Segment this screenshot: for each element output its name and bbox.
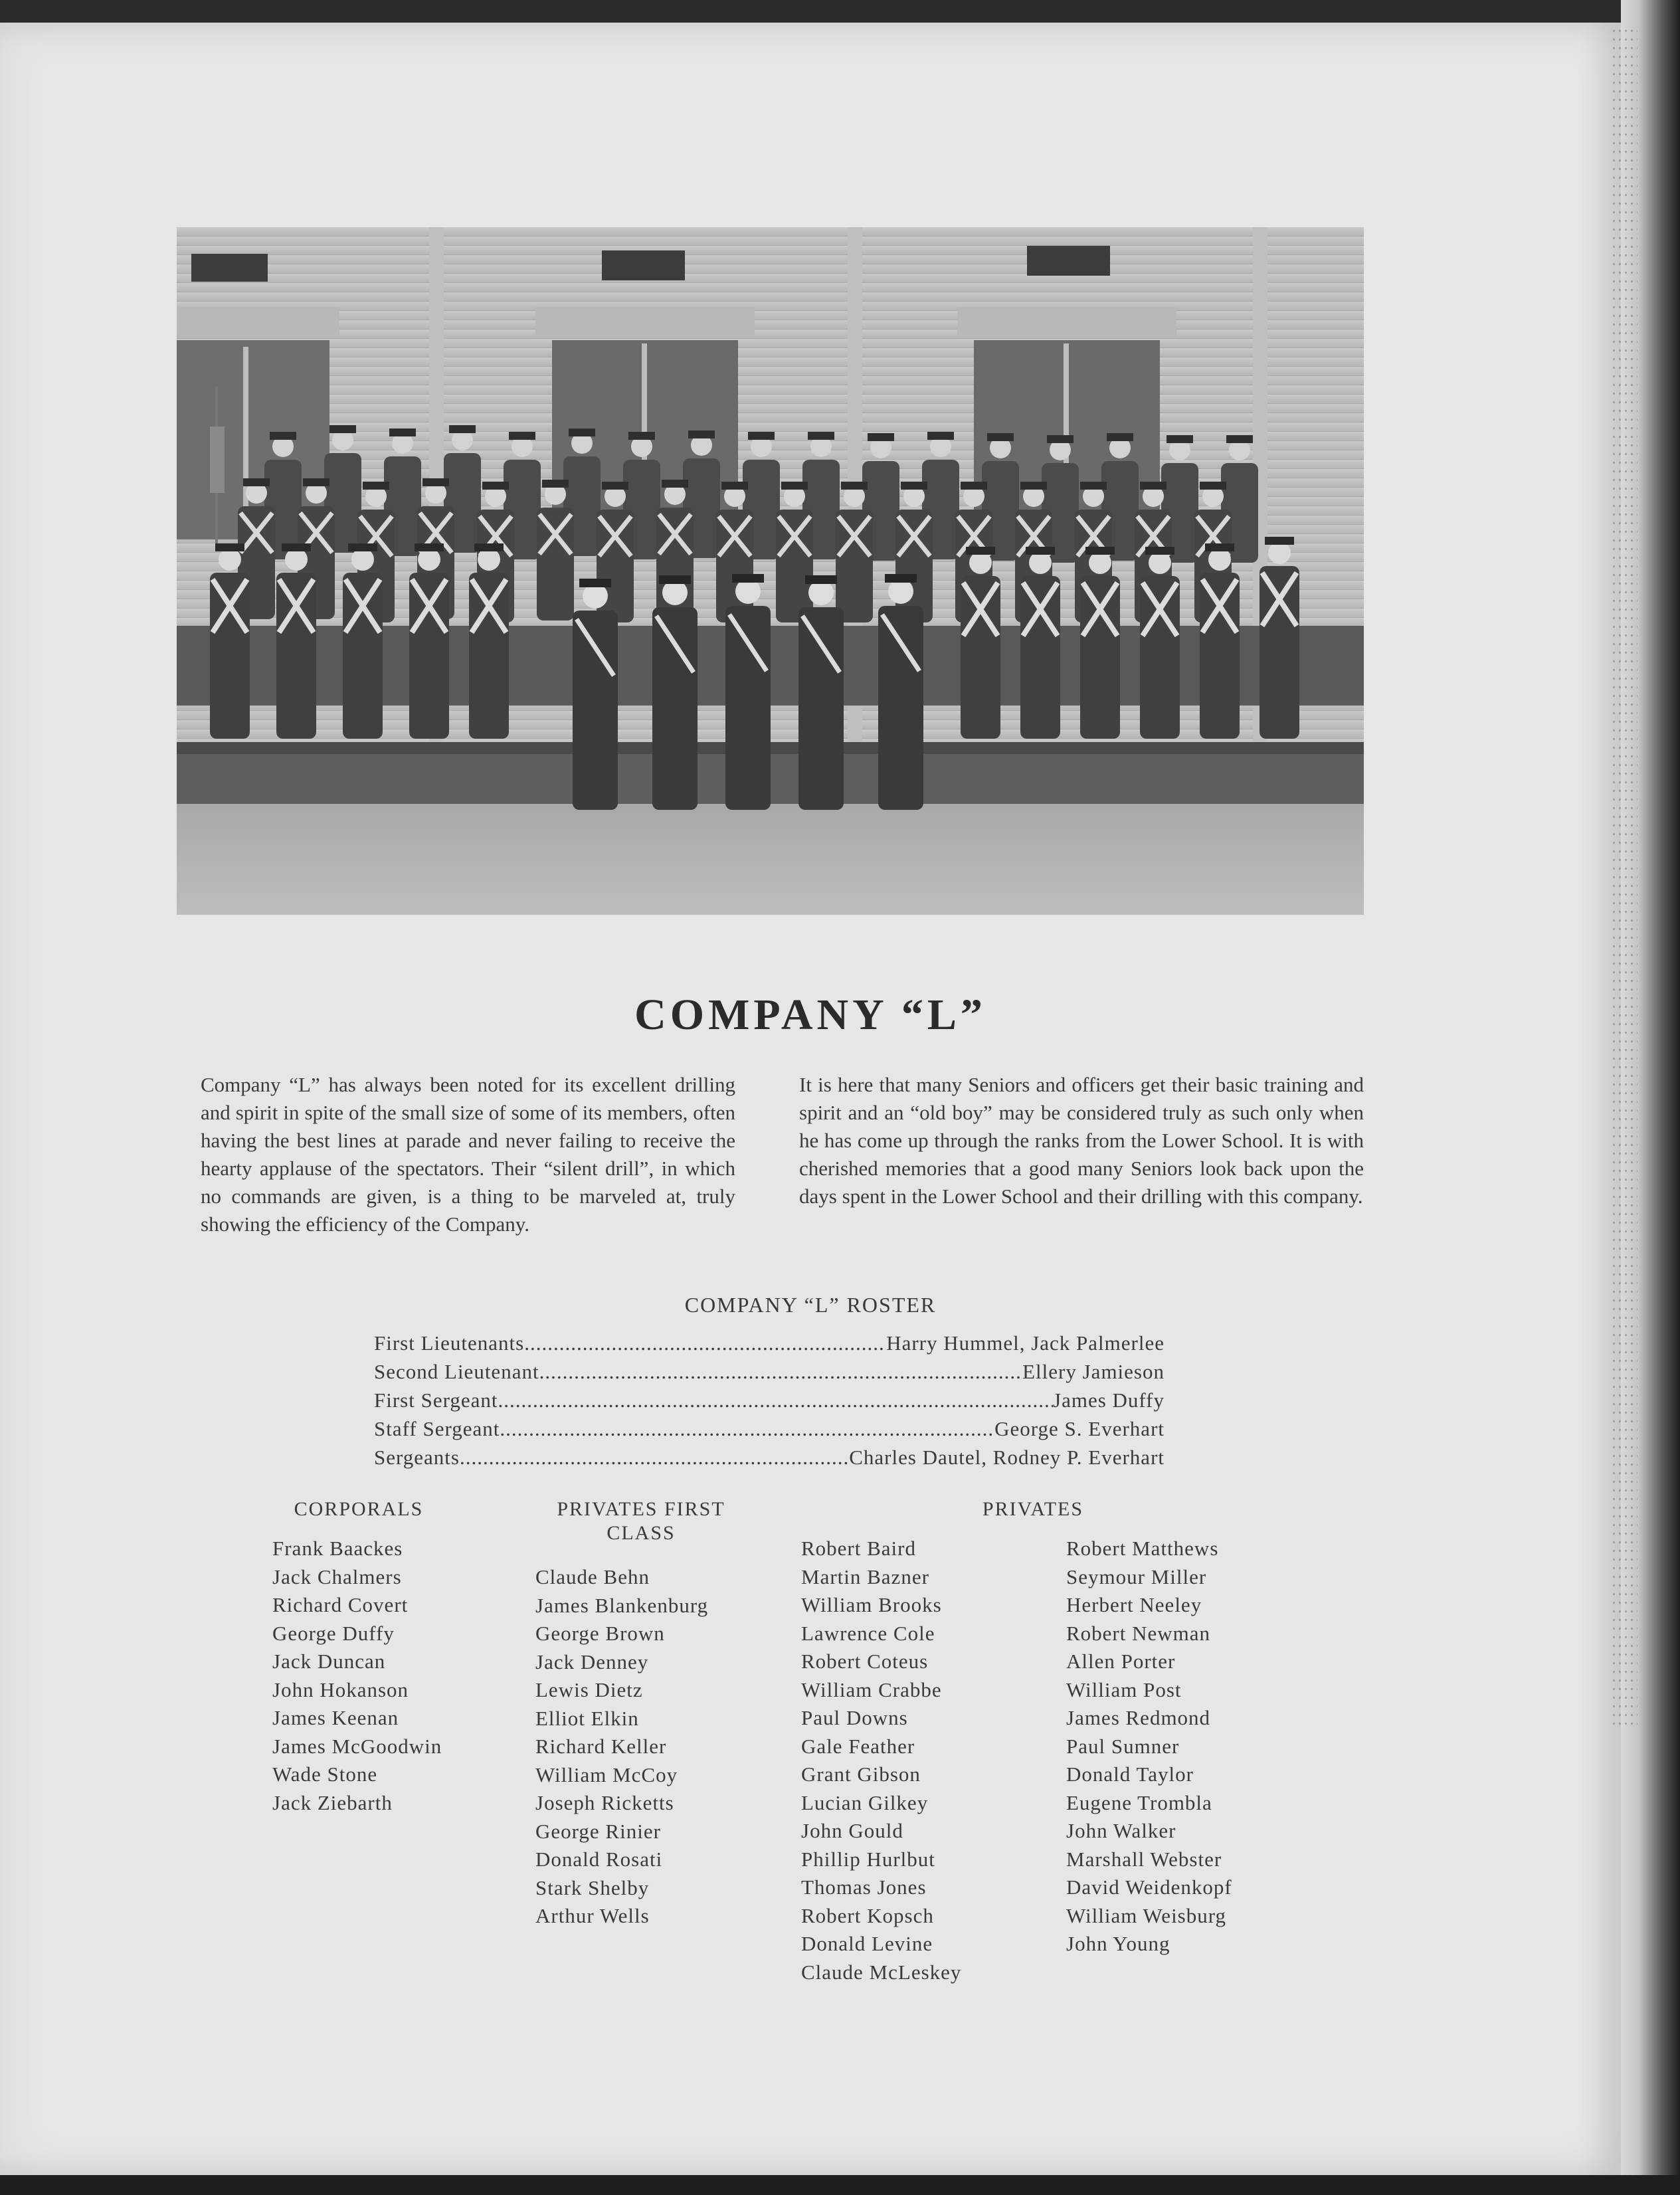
roster-name: Elliot Elkin [535,1706,639,1730]
roster-name: Gale Feather [801,1734,915,1758]
roster-name: John Hokanson [272,1677,409,1701]
roster-name: William Post [1066,1677,1182,1701]
roster-name: Robert Newman [1066,1621,1211,1645]
officer-roster [374,1329,1165,1472]
privates-heading: PRIVATES [982,1498,1084,1520]
roster-row [374,1329,1165,1357]
roster-name: Richard Keller [535,1735,667,1758]
page-edge-texture [1611,27,1637,1727]
roster-name: Robert Coteus [801,1650,929,1673]
privates-list-2 [1066,1535,1232,1958]
roster-name: James Blankenburg [535,1593,709,1617]
roster-name: Herbert Neeley [1066,1593,1202,1616]
roster-name: Paul Sumner [1066,1734,1180,1758]
roster-row [374,1443,1165,1472]
roster-row [374,1414,1165,1443]
roster-row [374,1386,1165,1414]
roster-name: Lewis Dietz [535,1678,643,1701]
roster-title: COMPANY “L” ROSTER [684,1293,937,1317]
roster-names: Harry Hummel, Jack Palmerlee [886,1331,1165,1355]
roster-name: Jack Chalmers [272,1565,402,1588]
roster-name: George Brown [535,1622,665,1645]
roster-name: James McGoodwin [272,1734,442,1758]
roster-name: Claude Behn [535,1565,650,1588]
roster-names: Charles Dautel, Rodney P. Everhart [849,1446,1165,1469]
roster-name: Frank Baackes [272,1537,403,1560]
roster-names: Ellery Jamieson [1022,1360,1165,1383]
roster-names: James Duffy [1053,1388,1165,1412]
roster-rank: First Sergeant [374,1388,498,1412]
roster-name: Jack Denney [535,1650,649,1673]
roster-name: David Weidenkopf [1066,1875,1232,1899]
roster-rank: Second Lieutenant [374,1360,539,1383]
roster-name: Donald Taylor [1066,1763,1194,1786]
roster-name: Martin Bazner [801,1565,929,1588]
roster-name: Allen Porter [1066,1650,1176,1673]
roster-name: John Gould [801,1819,903,1842]
roster-name: Jack Ziebarth [272,1790,393,1814]
roster-name: George Rinier [535,1819,661,1843]
roster-name: Donald Rosati [535,1848,663,1871]
privates-first-class-heading: PRIVATES FIRST CLASS [557,1498,725,1544]
privates-first-class-list [535,1563,708,1931]
roster-rank: First Lieutenants [374,1331,525,1355]
leader-dots [460,1443,849,1472]
roster-row [374,1357,1165,1386]
roster-name: Robert Kopsch [801,1903,934,1927]
roster-name: Paul Downs [801,1706,908,1729]
leader-dots [524,1329,886,1357]
roster-name: William Weisburg [1066,1903,1227,1927]
photo-illustration [177,227,1364,915]
roster-name: Robert Matthews [1066,1537,1219,1560]
roster-name: Lucian Gilkey [801,1790,929,1814]
roster-name: Richard Covert [272,1593,409,1616]
roster-name: John Young [1066,1932,1170,1955]
roster-name: Phillip Hurlbut [801,1847,935,1871]
roster-name: Jack Duncan [272,1650,386,1673]
page-title: COMPANY “L” [634,991,986,1039]
roster-name: Donald Levine [801,1932,933,1955]
roster-name: Lawrence Cole [801,1621,935,1645]
corporals-heading: CORPORALS [294,1498,424,1520]
roster-name: Claude McLeskey [801,1960,962,1984]
roster-rank: Staff Sergeant [374,1417,500,1440]
roster-name: James Redmond [1066,1706,1211,1729]
privates-list-1 [801,1535,961,1986]
roster-rank: Sergeants [374,1446,460,1469]
roster-name: Marshall Webster [1066,1847,1222,1871]
roster-name: Seymour Miller [1066,1565,1207,1588]
leader-dots [500,1414,994,1443]
leader-dots [498,1386,1054,1414]
roster-name: William Brooks [801,1593,942,1616]
intro-paragraph-left: Company “L” has always been noted for its excellent drilling and spirit in spite of the small size of some of its members, often having the best lines at parade and never failing to receive the hearty applause of the spectators. Their “silent drill”, in which no commands are given, is a thing to be marveled at, truly showing the efficiency of the Company. [201,1073,735,1236]
roster-name: James Keenan [272,1706,399,1729]
roster-name: Thomas Jones [801,1875,927,1899]
roster-name: Eugene Trombla [1066,1790,1212,1814]
roster-name: Robert Baird [801,1537,916,1560]
roster-name: William McCoy [535,1763,678,1786]
group-photo-cadets [177,227,1364,915]
roster-name: William Crabbe [801,1677,942,1701]
roster-name: Wade Stone [272,1763,378,1786]
roster-name: Arthur Wells [535,1904,650,1927]
intro-paragraph-right: It is here that many Seniors and officers get their basic training and spirit and an “old boy” may be considered truly as such only when he has come up through the ranks from the Lower School. It is with cherished memories that a good many Seniors look back upon the days spent in the Lower School and their drilling with this company. [799,1073,1364,1208]
corporals-list [272,1535,442,1817]
roster-name: Stark Shelby [535,1875,650,1899]
roster-name: Grant Gibson [801,1763,921,1786]
roster-names: George S. Everhart [994,1417,1165,1440]
roster-name: George Duffy [272,1621,395,1645]
roster-name: Joseph Ricketts [535,1791,674,1814]
roster-name: John Walker [1066,1819,1176,1842]
leader-dots [539,1357,1023,1386]
bottom-edge [0,2175,1680,2195]
